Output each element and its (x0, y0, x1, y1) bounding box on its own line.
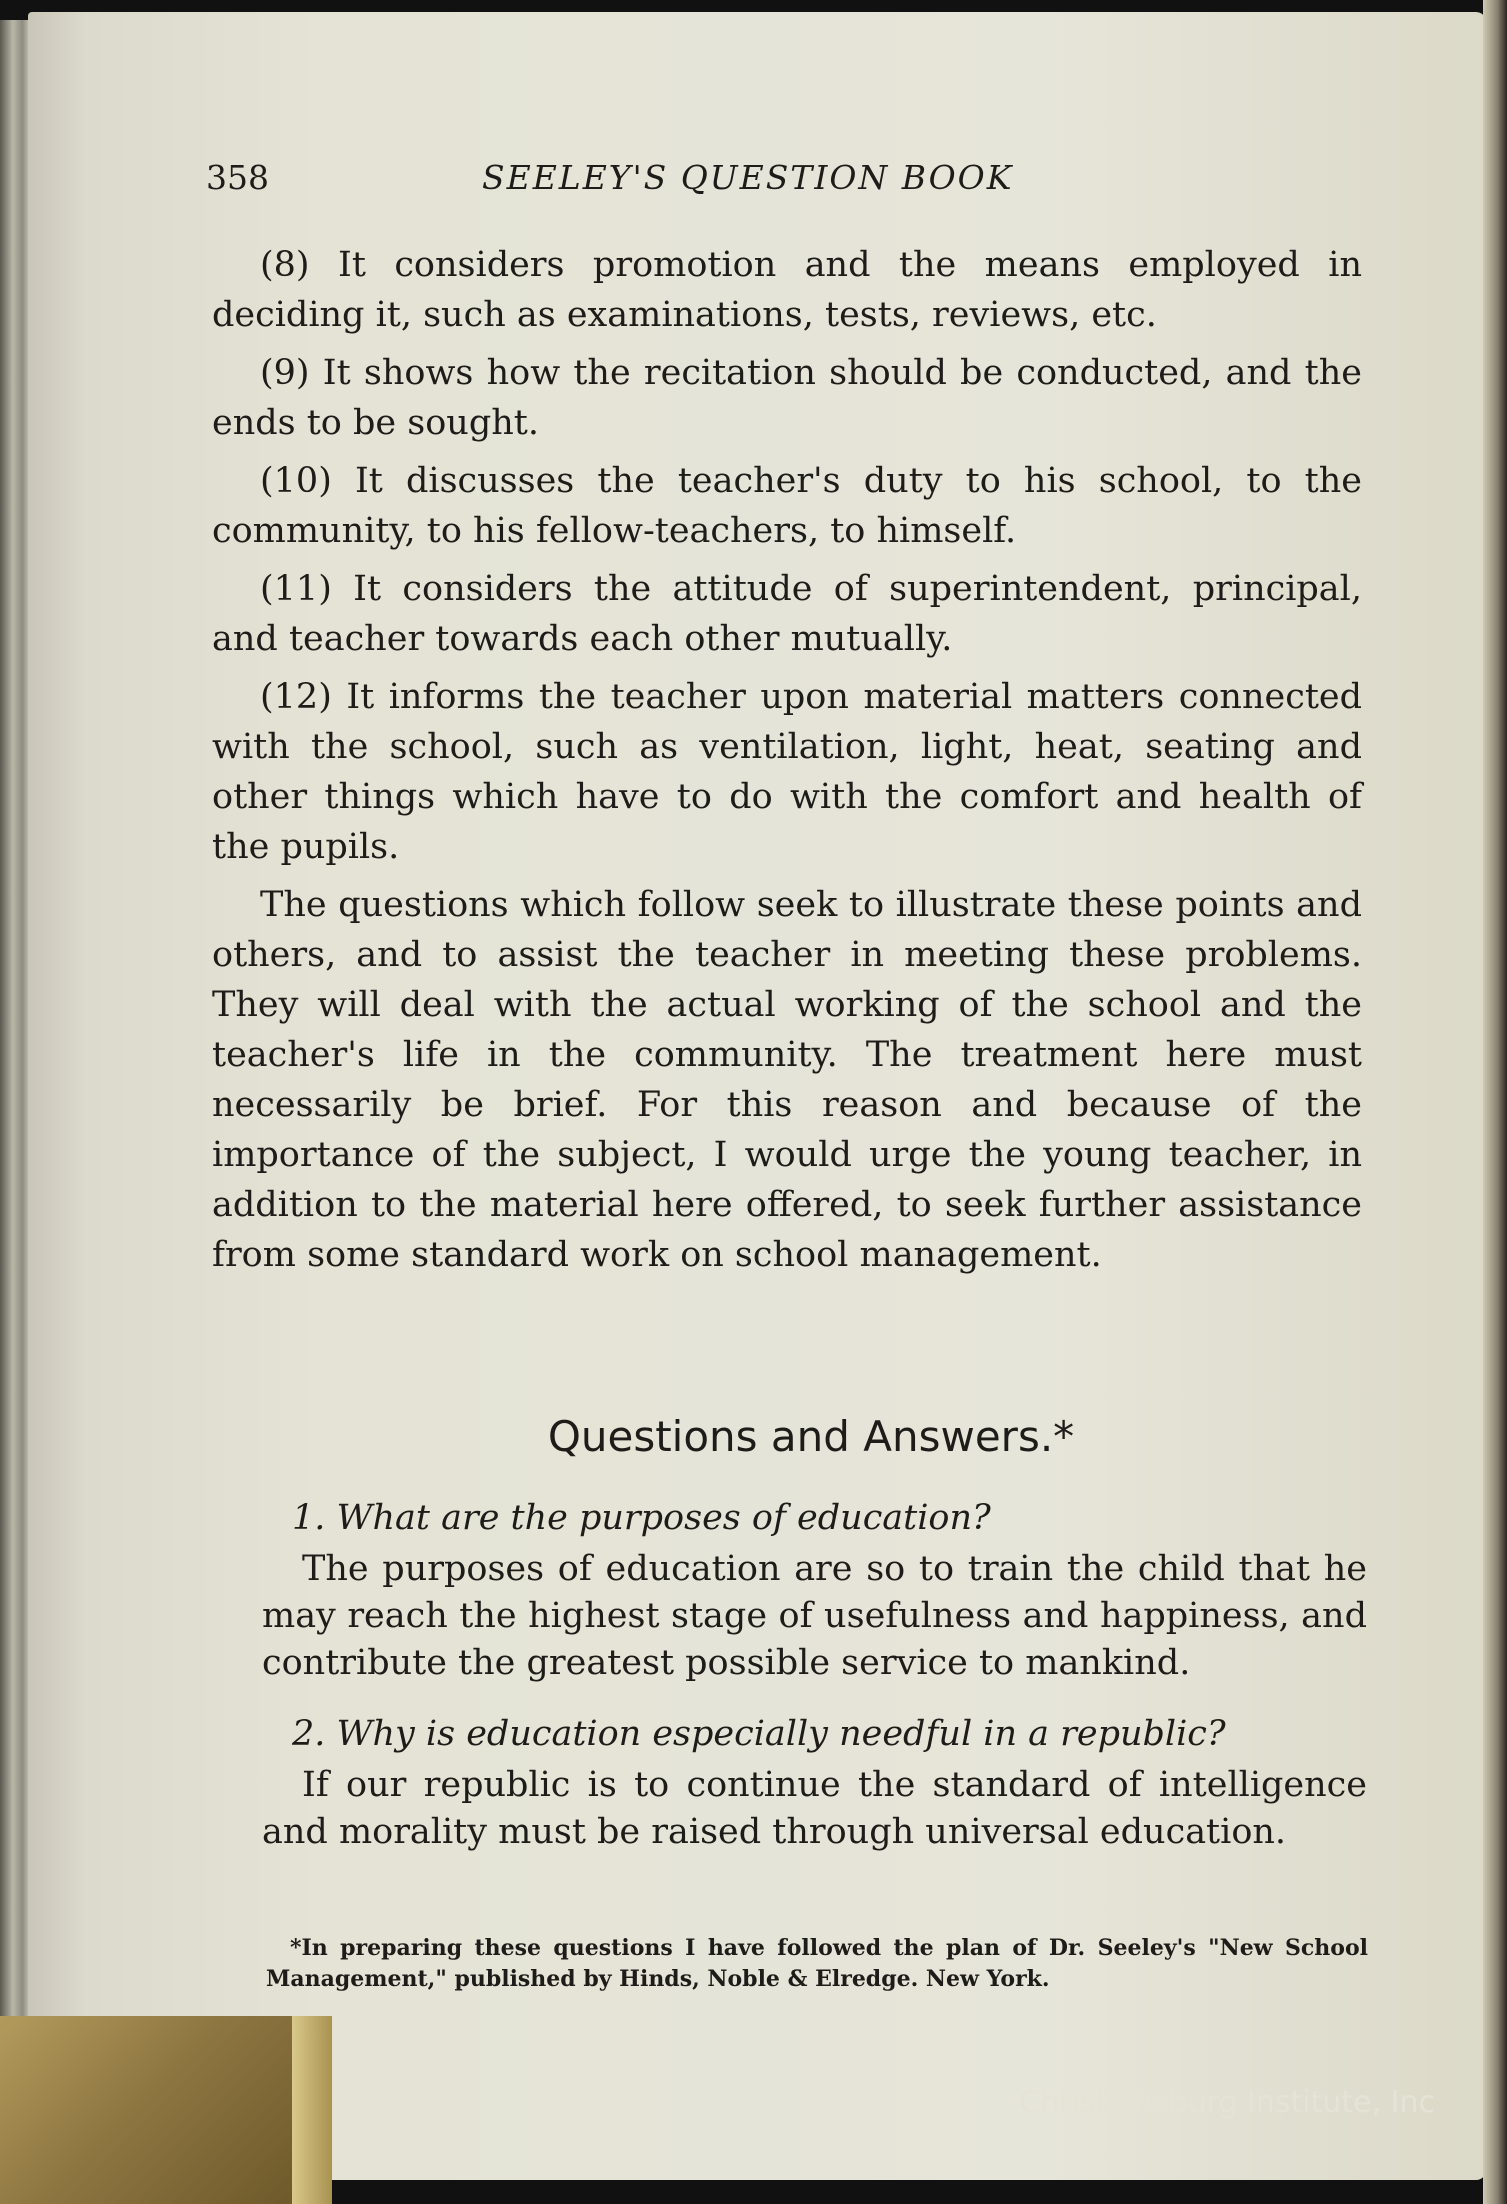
paragraph: The questions which follow seek to illustrate these points and others, and to assist the teacher in meeting these problems. They will deal with the actual working of the school and the teacher's life in the community. The treatment here must necessarily be brief. For this reason and because of the importance of the subject, I would urge the young teacher, in addition to the material here offered, to seek further assistance from some standard work on school management. (212, 885, 1362, 1275)
gilt-book-edge (292, 2016, 332, 2204)
paragraph: (9) It shows how the recitation should be conducted, and the ends to be sought. (212, 353, 1362, 443)
question: 1. What are the purposes of education? (292, 1498, 991, 1538)
answer: If our republic is to continue the standard of intelligence and morality must be raised through universal education. (262, 1765, 1367, 1852)
footnote: *In preparing these questions I have followed the plan of Dr. Seeley's "New School Management," published by Hinds, Noble & Elredge. New York. (266, 1935, 1368, 1992)
page-number: 358 (206, 158, 269, 197)
paragraph: (8) It considers promotion and the means employed in deciding it, such as examinations, tests, reviews, etc. (212, 245, 1362, 335)
gilt-book-corner (0, 2016, 330, 2204)
answer: The purposes of education are so to train the child that he may reach the highest stage of usefulness and happiness, and contribute the greatest possible service to mankind. (262, 1549, 1367, 1683)
section-heading: Questions and Answers.* (547, 1412, 1075, 1461)
paragraph: (12) It informs the teacher upon material matters connected with the school, such as ventilation, light, heat, seating and other things which have to do with the comfort and health of the pupils. (212, 677, 1362, 867)
question: 2. Why is education especially needful in a republic? (292, 1714, 1226, 1754)
watermark: Christiansburg Institute, Inc (1019, 2085, 1435, 2120)
right-page-edges (1483, 0, 1507, 2204)
paragraph: (10) It discusses the teacher's duty to his school, to the community, to his fellow-teachers, to himself. (212, 461, 1362, 551)
running-title: SEELEY'S QUESTION BOOK (482, 158, 1014, 197)
body-text (212, 240, 1362, 1288)
page-header (206, 158, 1356, 208)
questions-and-answers (262, 1495, 1367, 1880)
paragraph: (11) It considers the attitude of superintendent, principal, and teacher towards each other mutually. (212, 569, 1362, 659)
